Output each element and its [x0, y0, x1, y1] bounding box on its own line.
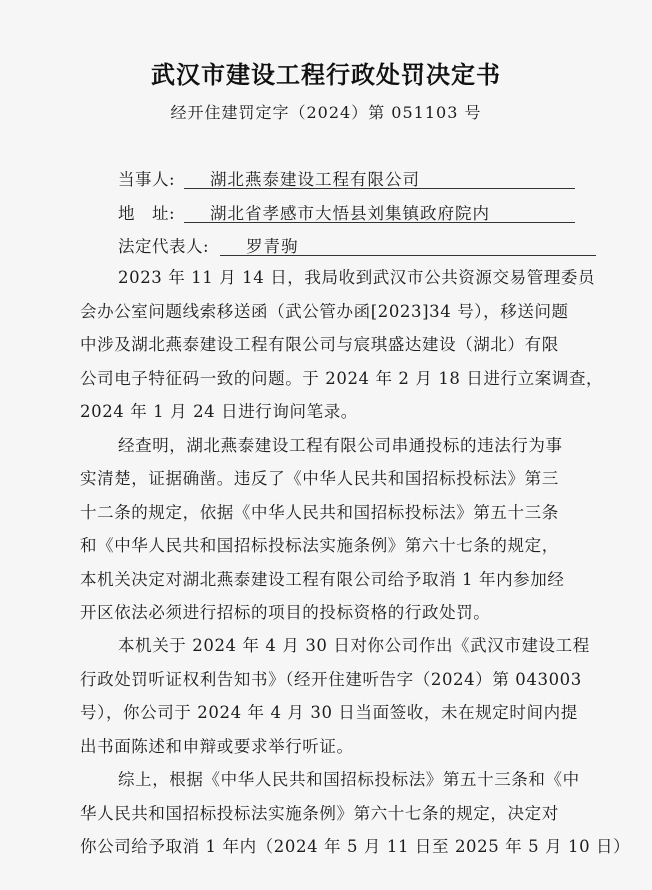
body-line: 本机关于 2024 年 4 月 30 日对你公司作出《武汉市建设工程 — [118, 636, 590, 655]
legal-rep-value: 罗青驹 — [220, 233, 596, 256]
body-line: 2023 年 11 月 14 日，我局收到武汉市公共资源交易管理委员 — [118, 268, 596, 287]
party-value: 湖北燕泰建设工程有限公司 — [184, 166, 575, 189]
body-line: 公司电子特征码一致的问题。于 2024 年 2 月 18 日进行立案调查， — [80, 369, 604, 388]
document-title: 武汉市建设工程行政处罚决定书 — [151, 60, 501, 89]
legal-rep-label: 法定代表人: — [118, 237, 210, 256]
body-line: 2024 年 1 月 24 日进行询问笔录。 — [80, 402, 358, 421]
body-line: 会办公室问题线索移送函（武公管办函[2023]34 号），移送问题 — [80, 302, 569, 321]
body-line: 综上，根据《中华人民共和国招标投标法》第五十三条和《中 — [118, 770, 580, 789]
address-value: 湖北省孝感市大悟县刘集镇政府院内 — [184, 200, 575, 223]
body-line: 华人民共和国招标投标法实施条例》第六十七条的规定，决定对 — [80, 804, 559, 823]
body-line: 本机关决定对湖北燕泰建设工程有限公司给予取消 1 年内参加经 — [80, 570, 565, 589]
body-line: 十二条的规定，依据《中华人民共和国招标投标法》第五十三条 — [80, 503, 559, 522]
document-number: 经开住建罚定字（2024）第 051103 号 — [170, 103, 482, 122]
body-line: 经查明，湖北燕泰建设工程有限公司串通投标的违法行为事 — [118, 436, 563, 455]
body-line: 号），你公司于 2024 年 4 月 30 日当面签收，未在规定时间内提 — [80, 703, 578, 722]
body-line: 中涉及湖北燕泰建设工程有限公司与宸琪盛达建设（湖北）有限 — [80, 335, 559, 354]
body-line: 和《中华人民共和国招标投标法实施条例》第六十七条的规定， — [80, 536, 559, 555]
address-label: 地 址: — [118, 204, 176, 223]
body-line: 开区依法必须进行招标的项目的投标资格的行政处罚。 — [80, 603, 491, 622]
body-line: 你公司给予取消 1 年内（2024 年 5 月 11 日至 2025 年 5 月 10 日） — [80, 837, 631, 856]
body-line: 行政处罚听证权利告知书》（经开住建听告字（2024）第 043003 — [80, 670, 582, 689]
party-label: 当事人: — [118, 170, 176, 189]
body-line: 实清楚，证据确凿。违反了《中华人民共和国招标投标法》第三 — [80, 469, 559, 488]
body-line: 出书面陈述和申辩或要求举行听证。 — [80, 737, 354, 756]
